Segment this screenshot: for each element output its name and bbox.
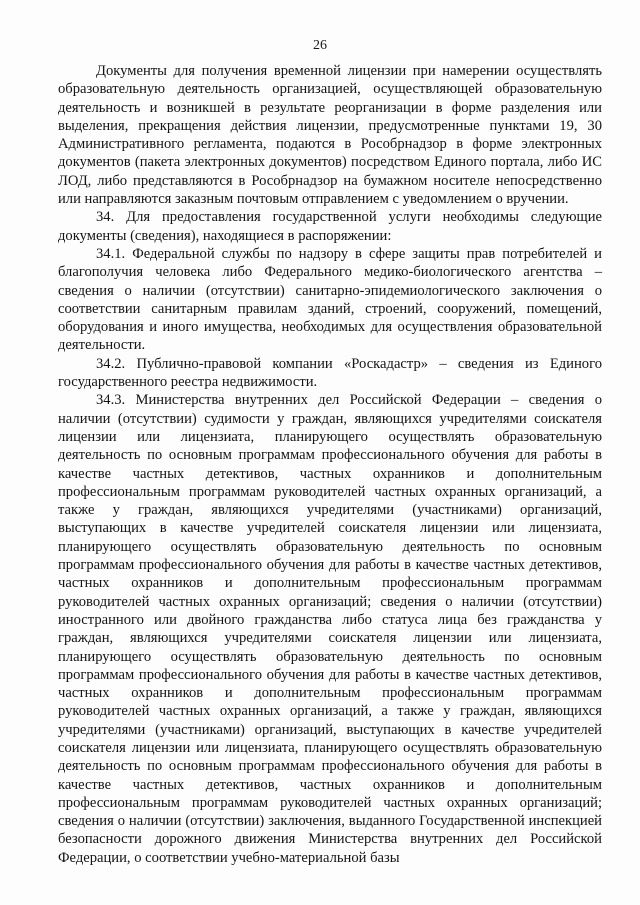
paragraph-34-3: 34.3. Министерства внутренних дел Российской Федерации – сведения о наличии (отсутствии) судимости у граждан, являющихся учредителями соискателя лицензии или лицензиата, планирующего осуществлять образовательную деятельность по основным программам профессионального обучения для работы в качестве частных детективов, частных охранников и дополнительным профессиональным программам руководителей частных охранных организаций, а также у граждан, являющихся учредителями (участниками) организаций, выступающих в качестве учредителей соискателя лицензии или лицензиата, планирующего осуществлять образовательную деятельность по основным программам профессионального обучения для работы в качестве частных детективов, частных охранников и дополнительным профессиональным программам руководителей частных охранных организаций; сведения о наличии (отсутствии) иностранного или двойного гражданства либо статуса лица без гражданства у граждан, являющихся учредителями соискателя лицензии или лицензиата, планирующего осуществлять образовательную деятельность по основным программам профессионального обучения для работы в качестве частных детективов, частных охранников и дополнительным профессиональным программам руководителей частных охранных организаций, а также у граждан, являющихся учредителями (участниками) организаций, выступающих в качестве учредителей соискателя лицензии или лицензиата, планирующего осуществлять образовательную деятельность по основным программам профессионального обучения для работы в качестве частных детективов, частных охранников и дополнительным профессиональным программам руководителей частных охранных организаций; сведения о наличии (отсутствии) заключения, выданного Государственной инспекцией безопасности дорожного движения Министерства внутренних дел Российской Федерации, о соответствии учебно-материальной базы (58, 392, 602, 866)
document-body (58, 62, 602, 867)
paragraph-34-1: 34.1. Федеральной службы по надзору в сфере защиты прав потребителей и благополучия человека либо Федерального медико-биологического агентства – сведения о наличии (отсутствии) санитарно-эпидемиологического заключения о соответствии санитарным правилам зданий, строений, сооружений, помещений, оборудования и иного имущества, необходимых для осуществления образовательной деятельности. (58, 245, 602, 354)
page-number: 26 (313, 38, 327, 53)
paragraph-34: 34. Для предоставления государственной услуги необходимы следующие документы (сведения), находящиеся в распоряжении: (58, 209, 602, 244)
paragraph-temporary-license-documents: Документы для получения временной лицензии при намерении осуществлять образовательную деятельность организацией, осуществляющей образовательную деятельность и возникшей в результате реорганизации в форме разделения или выделения, прекращения действия лицензии, предусмотренные пунктами 19, 30 Административного регламента, подаются в Рособрнадзор в форме электронных документов (пакета электронных документов) посредством Единого портала, либо ИС ЛОД, либо представляются в Рособрнадзор на бумажном носителе непосредственно или направляются заказным почтовым отправлением с уведомлением о вручении. (58, 63, 602, 208)
paragraph-34-2: 34.2. Публично-правовой компании «Роскадастр» – сведения из Единого государственного реестра недвижимости. (58, 355, 602, 391)
